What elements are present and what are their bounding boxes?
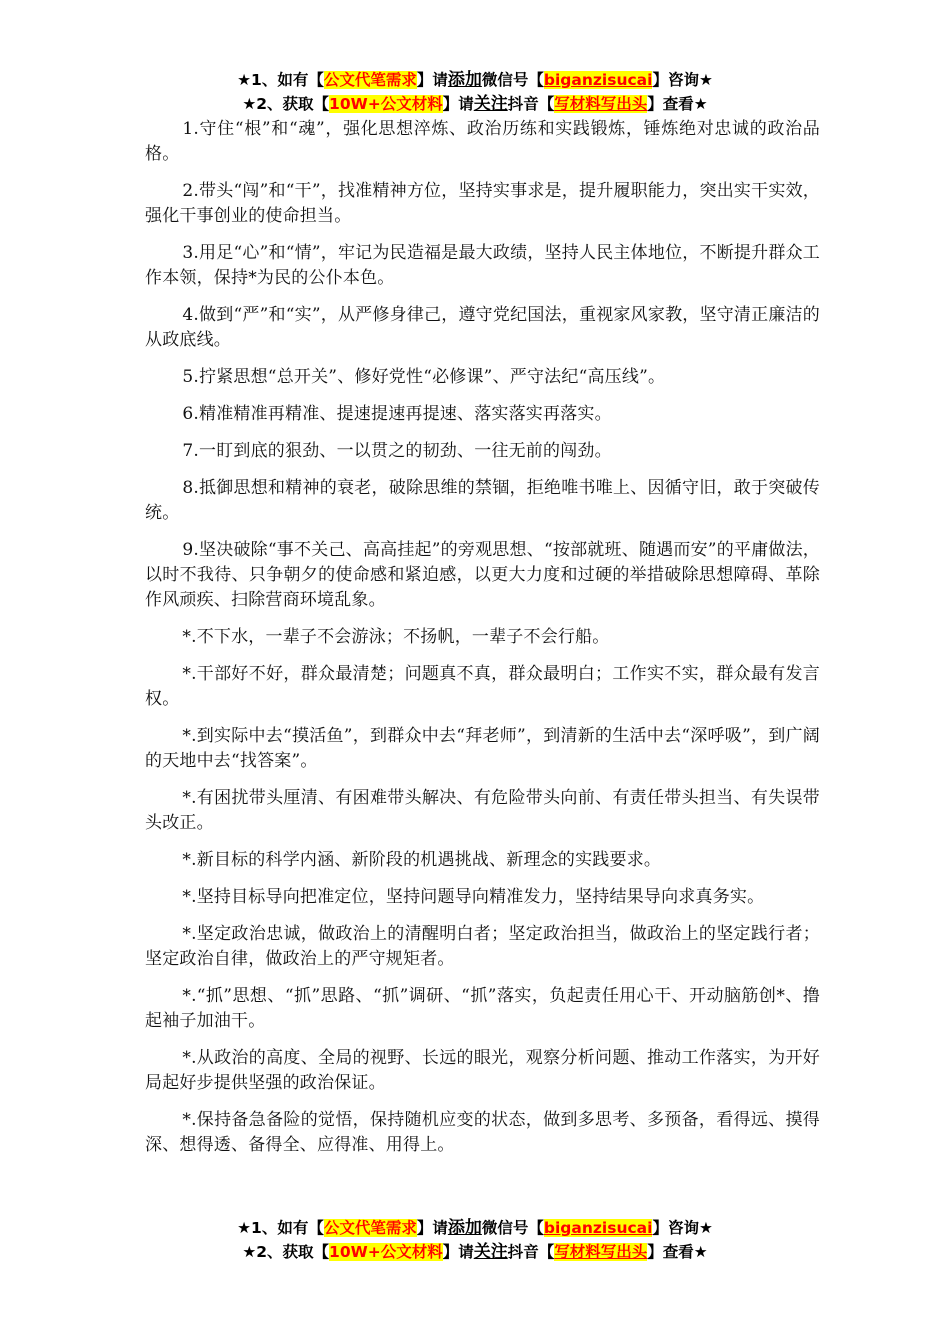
paragraph: 3.用足“心”和“情”，牢记为民造福是最大政绩，坚持人民主体地位，不断提升群众工作本领，保持*为民的公仆本色。 (145, 243, 820, 288)
paragraph: *.到实际中去“摸活鱼”，到群众中去“拜老师”，到清新的生活中去“深呼吸”，到广阔的天地中去“找答案”。 (145, 726, 820, 771)
paragraph: *.新目标的科学内涵、新阶段的机遇挑战、新理念的实践要求。 (182, 850, 662, 870)
wechat-id: biganzisucai (543, 71, 653, 89)
banner-text: 】请 (416, 1219, 448, 1237)
paragraph: 5.拧紧思想“总开关”、修好党性“必修课”、严守法纪“高压线”。 (182, 367, 666, 387)
wechat-id: biganzisucai (543, 1219, 653, 1237)
paragraph: *.干部好不好，群众最清楚；问题真不真，群众最明白；工作实不实，群众最有发言权。 (145, 664, 820, 709)
paragraph: *.有困扰带头厘清、有困难带头解决、有危险带头向前、有责任带头担当、有失误带头改正。 (145, 788, 820, 833)
paragraph: 7.一盯到底的狠劲、一以贯之的韧劲、一往无前的闯劲。 (182, 441, 612, 461)
banner-text: 1、如有【 (251, 71, 324, 89)
banner-text: 】咨询★ (652, 1219, 713, 1237)
highlight-service: 公文代笔需求 (323, 1219, 417, 1237)
douyin-account: 写材料写出头 (554, 1243, 648, 1261)
paragraph: 8.抵御思想和精神的衰老，破除思维的禁锢，拒绝唯书唯上、因循守旧，敢于突破传统。 (145, 478, 820, 523)
banner-text: 微信号【 (481, 71, 544, 89)
underlined-add: 添加 (447, 70, 482, 90)
banner-line-2 (0, 1240, 950, 1264)
banner-text: 1、如有【 (251, 1219, 324, 1237)
banner-text: 】请 (442, 1243, 474, 1261)
banner-text: 抖音【 (507, 95, 555, 113)
banner-text: 】请 (442, 95, 474, 113)
banner-text: 2、获取【 (256, 1243, 330, 1261)
banner-text: 】查看★ (647, 1243, 708, 1261)
header-banner (0, 68, 950, 116)
banner-text: 2、获取【 (256, 95, 330, 113)
highlight-materials: 10W+公文材料 (329, 1243, 443, 1261)
underlined-follow: 关注 (473, 1242, 508, 1262)
star-icon: ★ (242, 95, 257, 113)
paragraph: *.从政治的高度、全局的视野、长远的眼光，观察分析问题、推动工作落实，为开好局起好步提供坚强的政治保证。 (145, 1048, 820, 1093)
paragraph: *.“抓”思想、“抓”思路、“抓”调研、“抓”落实，负起责任用心干、开动脑筋创*、撸起袖子加油干。 (145, 986, 820, 1031)
paragraph: 2.带头“闯”和“干”，找准精神方位，坚持实事求是，提升履职能力，突出实干实效，强化干事创业的使命担当。 (145, 181, 820, 226)
banner-text: 】咨询★ (652, 71, 713, 89)
highlight-service: 公文代笔需求 (323, 71, 417, 89)
banner-text: 】查看★ (647, 95, 708, 113)
document-body (145, 117, 820, 1170)
underlined-follow: 关注 (473, 94, 508, 114)
highlight-materials: 10W+公文材料 (329, 95, 443, 113)
paragraph: 6.精准精准再精准、提速提速再提速、落实落实再落实。 (182, 404, 612, 424)
banner-line-1 (0, 68, 950, 92)
banner-line-2 (0, 92, 950, 116)
star-icon: ★ (242, 1243, 257, 1261)
banner-text: 微信号【 (481, 1219, 544, 1237)
paragraph: 9.坚决破除“事不关己、高高挂起”的旁观思想、“按部就班、随遇而安”的平庸做法，以时不我待、只争朝夕的使命感和紧迫感，以更大力度和过硬的举措破除思想障碍、革除作风顽疾、扫除营商环境乱象。 (145, 540, 820, 610)
banner-text: 】请 (416, 71, 448, 89)
banner-line-1 (0, 1216, 950, 1240)
paragraph: 4.做到“严”和“实”，从严修身律己，遵守党纪国法，重视家风家教，坚守清正廉洁的从政底线。 (145, 305, 820, 350)
paragraph: *.不下水，一辈子不会游泳；不扬帆，一辈子不会行船。 (182, 627, 610, 647)
banner-text: 抖音【 (507, 1243, 555, 1261)
paragraph: *.坚定政治忠诚，做政治上的清醒明白者；坚定政治担当，做政治上的坚定践行者；坚定政治自律，做政治上的严守规矩者。 (145, 924, 820, 969)
paragraph: *.坚持目标导向把准定位，坚持问题导向精准发力，坚持结果导向求真务实。 (182, 887, 765, 907)
paragraph: 1.守住“根”和“魂”，强化思想淬炼、政治历练和实践锻炼，锤炼绝对忠诚的政治品格。 (145, 119, 820, 164)
underlined-add: 添加 (447, 1218, 482, 1238)
footer-banner (0, 1216, 950, 1264)
paragraph: *.保持备急备险的觉悟，保持随机应变的状态，做到多思考、多预备，看得远、摸得深、想得透、备得全、应得准、用得上。 (145, 1110, 820, 1155)
star-icon: ★ (237, 71, 252, 89)
star-icon: ★ (237, 1219, 252, 1237)
douyin-account: 写材料写出头 (554, 95, 648, 113)
